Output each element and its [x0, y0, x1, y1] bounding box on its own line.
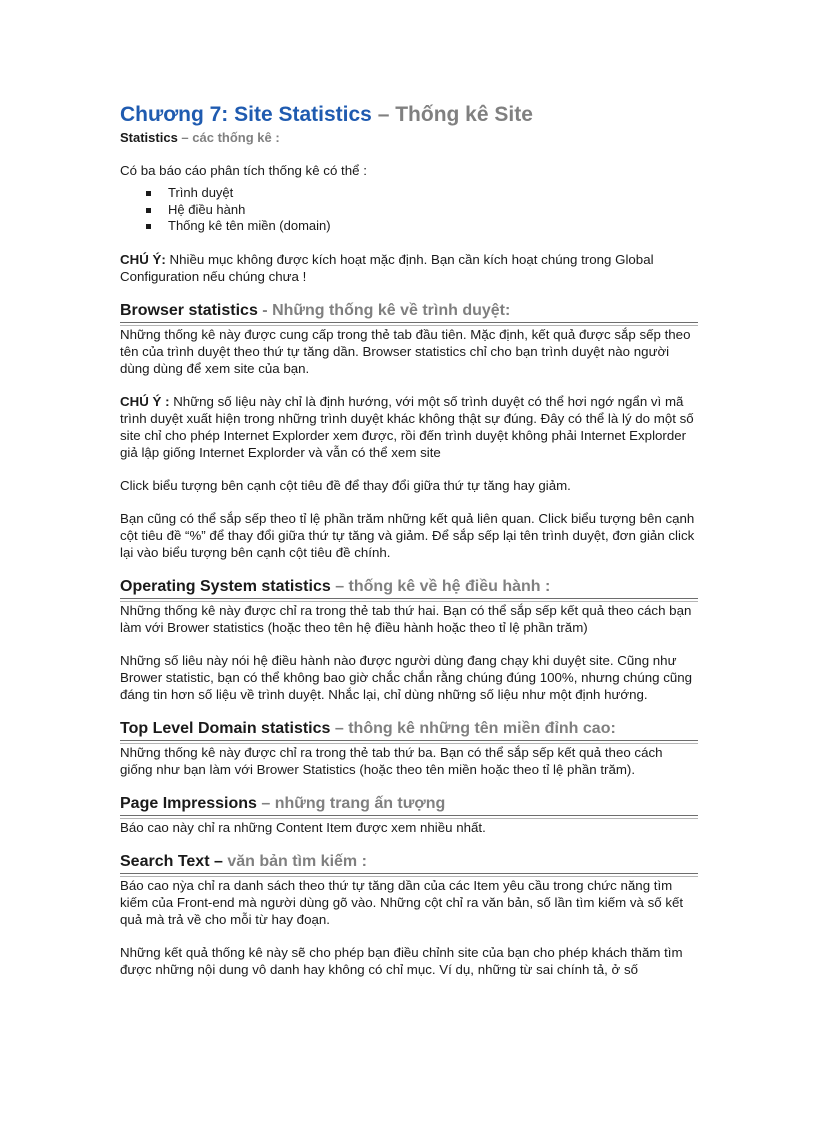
section-heading-search [120, 852, 698, 874]
browser-paragraph-1: Những thống kê này được cung cấp trong thẻ tab đầu tiên. Mặc định, kết quả được sắp sếp theo tên của trình duyệt theo thứ tự tăng dần. Browser statistics chỉ cho bạn trình duyệt nào người dùng dùng để xem site của bạn. [120, 326, 691, 376]
heading-main: Page Impressions [120, 794, 257, 812]
list-item-text: Hệ điều hành [168, 201, 246, 217]
document-page [120, 100, 698, 994]
heading-main: Browser statistics [120, 301, 258, 319]
browser-note-paragraph [120, 393, 698, 461]
impressions-paragraph-1: Báo cao này chỉ ra những Content Item được xem nhiều nhất. [120, 819, 486, 835]
section-heading-browser [120, 301, 698, 323]
section-heading-tld [120, 719, 698, 741]
heading-sub: văn bản tìm kiếm : [222, 852, 367, 870]
heading-sub: – những trang ấn tượng [256, 794, 446, 812]
statistics-subtitle [120, 130, 698, 146]
square-bullet-icon [146, 224, 151, 229]
list-item-text: Thống kê tên miền (domain) [168, 218, 331, 233]
search-paragraph-2: Những kết quả thống kê này sẽ cho phép bạn điều chỉnh site của bạn cho phép khách thăm tìm được những nội dung vô danh hay không có chỉ mục. Ví dụ, những từ sai chính tả, ở số [120, 944, 683, 977]
section-heading-impressions [120, 794, 698, 816]
heading-sub: – thống kê về hệ điều hành : [330, 577, 551, 595]
os-paragraph-1: Những thống kê này được chỉ ra trong thẻ tab thứ hai. Bạn có thể sắp sếp kết quả theo cách bạn làm với Brower statistics (hoặc theo tên hệ điều hành hoặc theo tỉ lệ phần trăm) [120, 602, 692, 635]
chapter-title [120, 100, 698, 130]
tld-paragraph-1: Những thống kê này được chỉ ra trong thẻ tab thứ ba. Bạn có thể sắp sếp kết quả theo cách giống như bạn làm với Brower Statistics (hoặc theo tên miền hoặc theo tỉ lệ phần trăm). [120, 744, 663, 777]
browser-paragraph-3: Click biểu tượng bên cạnh cột tiêu đề để thay đổi giữa thứ tự tăng hay giảm. [120, 477, 571, 493]
list-item [146, 218, 698, 235]
note-label: CHÚ Ý: [120, 251, 166, 267]
note-text: Những số liệu này chỉ là định hướng, với một số trình duyệt có thể hơi ngớ ngẩn vì mã trình duyệt xuất hiện trong những trình duyệt khác không thật sự đúng. Đây có thể là lý do một số site chỉ cho phép Internet Explorder xem được, rồi đến trình duyệt không phải Internet Explorder giả lập giống Internet Explorder và vẫn có thể xem site [120, 393, 694, 460]
list-item-text: Trình duyệt [168, 185, 234, 200]
section-heading-os [120, 577, 698, 599]
heading-main: Top Level Domain statistics [120, 719, 331, 737]
chapter-title-main: Chương 7: Site Statistics [120, 103, 372, 126]
subtitle-main: Statistics [120, 130, 178, 145]
note-text: Nhiều mục không được kích hoạt mặc định. Bạn cần kích hoạt chúng trong Global Configuration nếu chúng chưa ! [120, 251, 654, 284]
heading-sub: – thông kê những tên miền đỉnh cao: [330, 719, 616, 737]
square-bullet-icon [146, 191, 151, 196]
browser-paragraph-4: Bạn cũng có thể sắp sếp theo tỉ lệ phần trăm những kết quả liên quan. Click biểu tượng bên cạnh cột tiêu đề “%” để thay đổi giữa thứ tự tăng và giảm. Để sắp sếp lại tên trình duyệt, đơn giản click lại vào biểu tượng bên cạnh cột tiêu đề chính. [120, 510, 695, 560]
note-label: CHÚ Ý : [120, 393, 170, 409]
search-paragraph-1: Báo cao nỳa chỉ ra danh sách theo thứ tự tăng dần của các Item yêu cầu trong chức năng tìm kiếm của Front-end mà người dùng gõ vào. Những cột chỉ ra văn bản, số lần tìm kiếm và số kết quả mà trả về cho mỗi từ hay đoạn. [120, 877, 684, 927]
heading-main: Search Text – [120, 852, 223, 870]
square-bullet-icon [146, 208, 151, 213]
list-item [146, 202, 698, 219]
report-type-list [120, 185, 698, 235]
chapter-title-sub: – Thống kê Site [371, 103, 533, 126]
os-paragraph-2: Những số liêu này nói hệ điều hành nào được người dùng đang chạy khi duyệt site. Cũng như Brower statistic, bạn có thể không bao giờ chắc chắn rằng chúng đúng 100%, nhưng chúng cũng đáng tin hơn số liệu về trình duyệt. Nhắc lại, chỉ dùng những số liệu như một định hướng. [120, 652, 693, 702]
heading-main: Operating System statistics [120, 577, 331, 595]
note-paragraph [120, 251, 698, 285]
intro-paragraph: Có ba báo cáo phân tích thống kê có thể : [120, 163, 367, 178]
heading-sub: - Những thống kê về trình duyệt: [257, 301, 511, 319]
list-item [146, 185, 698, 202]
subtitle-rest: – các thống kê : [177, 130, 280, 145]
